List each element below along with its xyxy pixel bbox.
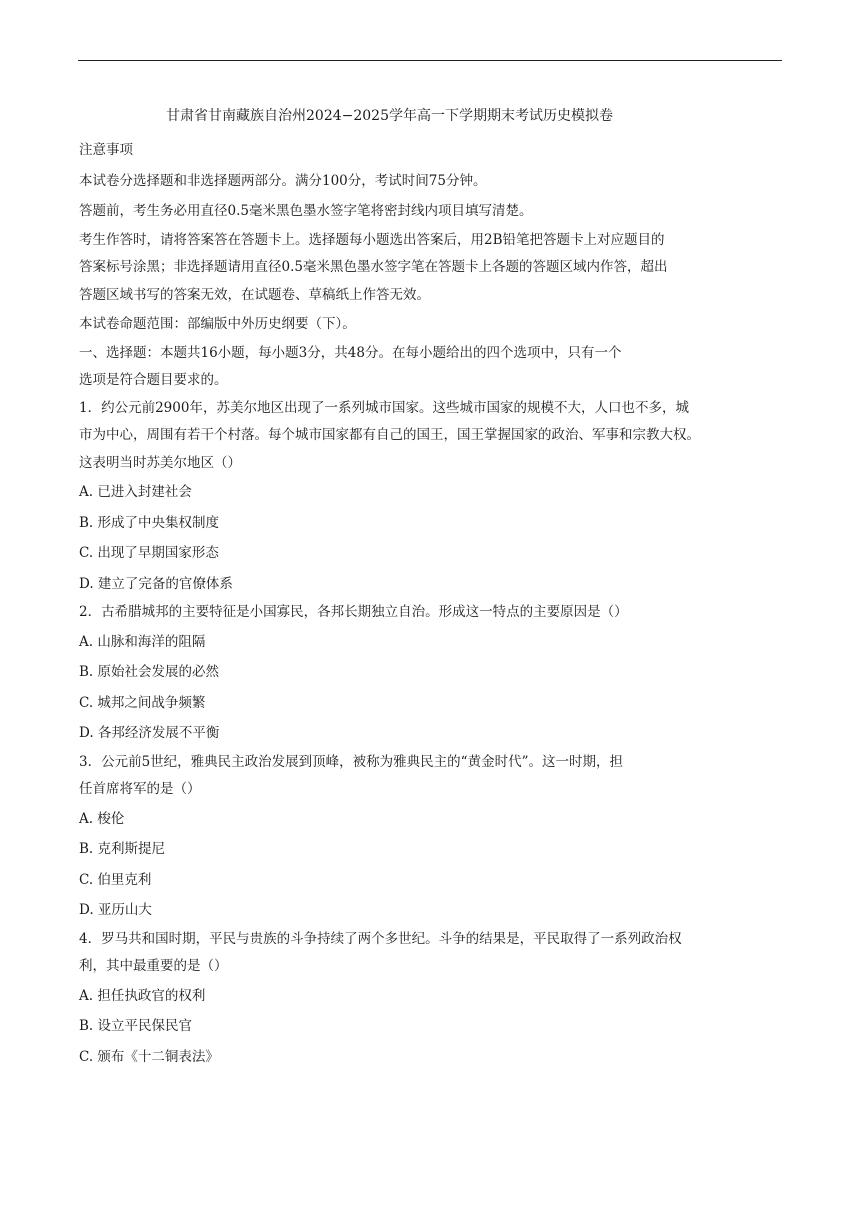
- option-d: D. 建立了完备的官僚体系: [79, 575, 233, 592]
- question-2: [79, 599, 769, 749]
- question-stem-line: 这表明当时苏美尔地区（）: [79, 454, 241, 471]
- exam-page: [79, 104, 769, 1072]
- notice-item-3-line: 考生作答时，请将答案答在答题卡上。选择题每小题选出答案后，用2B铅笔把答题卡上对应题目的: [79, 231, 665, 248]
- section-heading-line: 一、选择题：本题共16小题，每小题3分，共48分。在每小题给出的四个选项中，只有一个: [79, 344, 622, 361]
- question-3: [79, 749, 769, 926]
- option-c: C. 城邦之间战争频繁: [79, 694, 206, 711]
- notice-item-3: [79, 227, 769, 310]
- option-d: D. 亚历山大: [79, 902, 152, 918]
- exam-title: 甘肃省甘南藏族自治州2024−2025学年高一下学期期末考试历史模拟卷: [166, 108, 613, 124]
- exam-scope: 本试卷命题范围：部编版中外历史纲要（下）。: [79, 316, 356, 332]
- option-a: A. 担任执政官的权利: [79, 987, 206, 1004]
- option-c: C. 出现了早期国家形态: [79, 545, 219, 561]
- option-a: A. 山脉和海洋的阻隔: [79, 633, 206, 650]
- section-heading-line: 选项是符合题目要求的。: [79, 372, 228, 388]
- question-stem-line: 利，其中最重要的是（）: [79, 958, 228, 974]
- question-1: [79, 395, 769, 600]
- option-d: D. 各邦经济发展不平衡: [79, 725, 220, 741]
- question-stem-line: 市为中心，周围有若干个村落。每个城市国家都有自己的国王，国王掌握国家的政治、军事和宗教大权。: [79, 427, 700, 443]
- notice-item-3-line: 答案标号涂黑；非选择题请用直径0.5毫米黑色墨水签字笔在答题卡上各题的答题区域内作答，超出: [79, 259, 668, 275]
- question-stem-line: 任首席将军的是（）: [79, 781, 201, 797]
- option-b: B. 克利斯提尼: [79, 841, 166, 857]
- option-a: A. 梭伦: [79, 810, 125, 827]
- question-stem-line: 1．约公元前2900年，苏美尔地区出现了一系列城市国家。这些城市国家的规模不大，人口也不多，城: [79, 399, 689, 416]
- notice-heading: 注意事项: [79, 142, 133, 158]
- question-4: [79, 926, 769, 1073]
- notice-item-3-line: 答题区域书写的答案无效，在试题卷、草稿纸上作答无效。: [79, 286, 430, 303]
- option-b: B. 形成了中央集权制度: [79, 514, 220, 531]
- option-c: C. 颁布《十二铜表法》: [79, 1048, 219, 1065]
- option-b: B. 设立平民保民官: [79, 1018, 193, 1034]
- notice-item-1: 本试卷分选择题和非选择题两部分。满分100分，考试时间75分钟。: [79, 172, 487, 189]
- option-b: B. 原始社会发展的必然: [79, 664, 220, 680]
- header-rule: [78, 60, 782, 61]
- question-stem-line: 4．罗马共和国时期，平民与贵族的斗争持续了两个多世纪。斗争的结果是，平民取得了一系列政治权: [79, 930, 682, 947]
- notice-item-2: 答题前，考生务必用直径0.5毫米黑色墨水签字笔将密封线内项目填写清楚。: [79, 203, 533, 219]
- question-stem-line: 3．公元前5世纪，雅典民主政治发展到顶峰，被称为雅典民主的“黄金时代”。这一时期，担: [79, 753, 623, 770]
- section-heading: [79, 340, 769, 395]
- option-a: A. 已进入封建社会: [79, 484, 192, 500]
- option-c: C. 伯里克利: [79, 871, 152, 888]
- question-stem-line: 2．古希腊城邦的主要特征是小国寡民，各邦长期独立自治。形成这一特点的主要原因是（）: [79, 604, 628, 620]
